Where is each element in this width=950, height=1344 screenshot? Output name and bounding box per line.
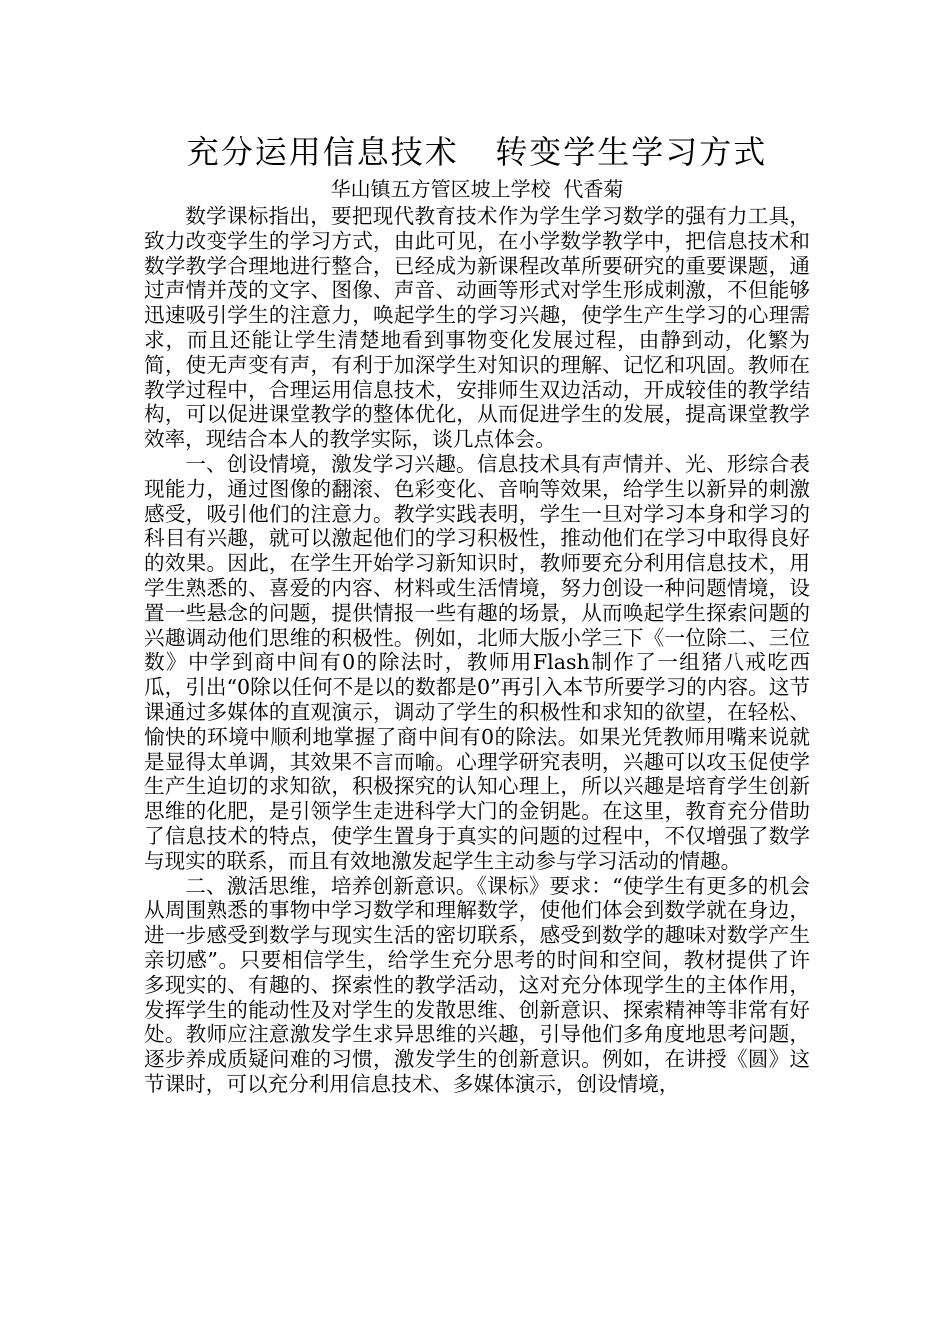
paragraph-intro: 数学课标指出，要把现代教育技术作为学生学习数学的强有力工具，致力改变学生的学习方式，由此可见，在小学数学教学中，把信息技术和数学教学合理地进行整合，已经成为新课程改革所要研究的重要课题，通过声情并茂的文字、图像、声音、动画等形式对学生形成刺激，不但能够迅速吸引学生的注意力，唤起学生的学习兴趣，使学生产生学习的心理需求，而且还能让学生清楚地看到事物变化发展过程，由静到动，化繁为简，使无声变有声，有利于加深学生对知识的理解、记忆和巩固。教师在教学过程中，合理运用信息技术，安排师生双边活动，开成较佳的教学结构，可以促进课堂教学的整体优化，从而促进学生的发展，提高课堂教学效率，现结合本人的教学实际，谈几点体会。	[144, 204, 810, 452]
document-page	[144, 130, 810, 1097]
paragraph-section-1: 一、创设情境，激发学习兴趣。信息技术具有声情并、光、形综合表现能力，通过图像的翻滚、色彩变化、音响等效果，给学生以新异的刺激感受，吸引他们的注意力。教学实践表明，学生一旦对学习本身和学习的科目有兴趣，就可以激起他们的学习积极性，推动他们在学习中取得良好的效果。因此，在学生开始学习新知识时，教师要充分利用信息技术，用学生熟悉的、喜爱的内容、材料或生活情境，努力创设一种问题情境，设置一些悬念的问题，提供情报一些有趣的场景，从而唤起学生探索问题的兴趣调动他们思维的积极性。例如，北师大版小学三下《一位除二、三位数》中学到商中间有0的除法时，教师用Flash制作了一组猪八戒吃西瓜，引出“0除以任何不是以的数都是0”再引入本节所要学习的内容。这节课通过多媒体的直观演示，调动了学生的积极性和求知的欲望，在轻松、愉快的环境中顺利地掌握了商中间有0的除法。如果光凭教师用嘴来说就是显得太单调，其效果不言而喻。心理学研究表明，兴趣可以攻玉促使学生产生迫切的求知欲，积极探究的认知心理上，所以兴趣是培育学生创新思维的化肥，是引领学生走进科学大门的金钥匙。在这里，教育充分借助了信息技术的特点，使学生置身于真实的问题的过程中，不仅增强了数学与现实的联系，而且有效地激发起学生主动参与学习活动的情趣。	[144, 451, 810, 873]
document-author: 华山镇五方管区坡上学校 代香菊	[330, 177, 624, 201]
document-title: 充分运用信息技术 转变学生学习方式	[186, 133, 768, 171]
paragraph-section-2: 二、激活思维，培养创新意识。《课标》要求：“使学生有更多的机会从周围熟悉的事物中学习数学和理解数学，使他们体会到数学就在身边，进一步感受到数学与现实生活的密切联系，感受到数学的趣味对数学产生亲切感”。只要相信学生，给学生充分思考的时间和空间，教材提供了许多现实的、有趣的、探索性的教学活动，这对充分体现学生的主体作用，发挥学生的能动性及对学生的发散思维、创新意识、探索精神等非常有好处。教师应注意激发学生求异思维的兴趣，引导他们多角度地思考问题，逐步养成质疑问难的习惯，激发学生的创新意识。例如，在讲授《圆》这节课时，可以充分利用信息技术、多媒体演示，创设情境，	[144, 873, 810, 1096]
